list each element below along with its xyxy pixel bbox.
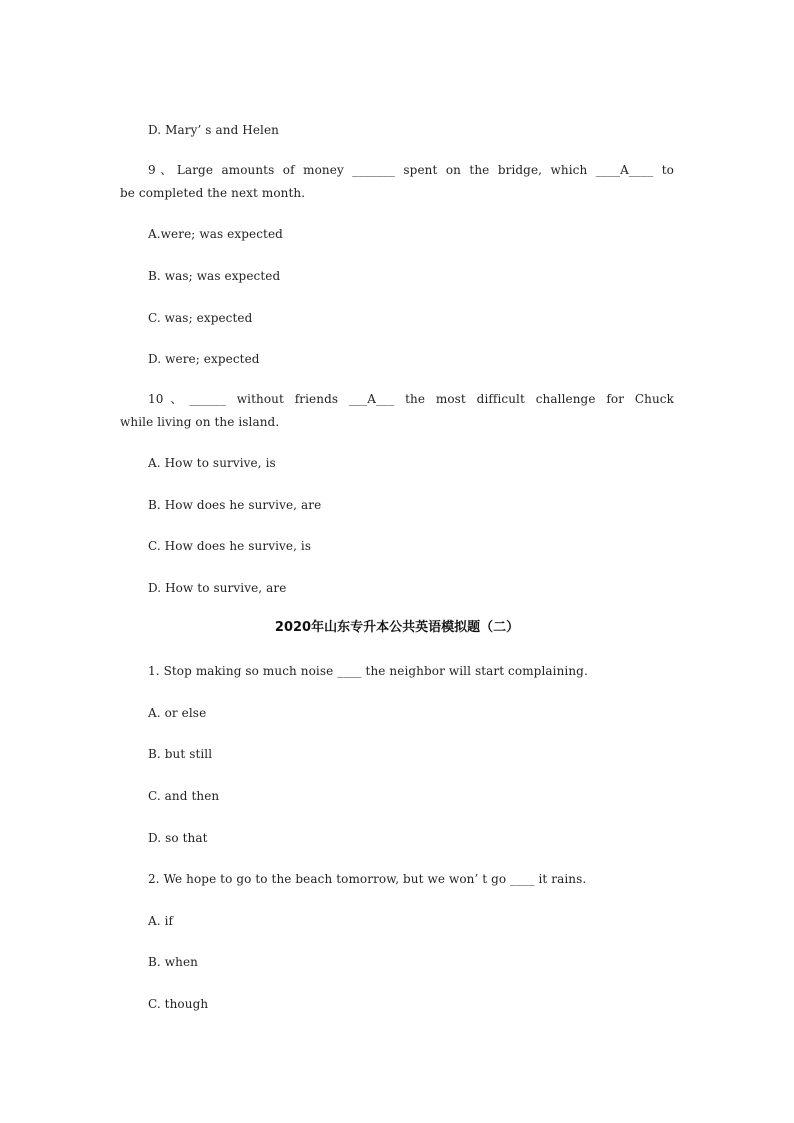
q9-option-d: D. were; expected [148,352,260,366]
q9-option-b: B. was; was expected [148,269,281,283]
q10-option-d: D. How to survive, are [148,581,287,595]
q9-option-c: C. was; expected [148,311,253,325]
s2-q2-stem: 2. We hope to go to the beach tomorrow, but we won’ t go ____ it rains. [148,872,587,886]
s2-q1-option-c: C. and then [148,789,220,803]
q9-option-a: A.were; was expected [148,227,283,241]
q10-stem-line2: while living on the island. [120,415,280,429]
s2-q2-option-a: A. if [148,914,174,928]
s2-q1-option-a: A. or else [148,706,207,720]
q8-option-d: D. Mary’ s and Helen [148,123,279,137]
s2-q1-option-d: D. so that [148,831,208,845]
q9-stem-line1: 9、Large amounts of money _______ spent on the bridge, which ____A____ to [148,163,674,177]
q10-option-c: C. How does he survive, is [148,539,312,553]
s2-q1-option-b: B. but still [148,747,213,761]
q10-option-a: A. How to survive, is [148,456,276,470]
q10-option-b: B. How does he survive, are [148,498,322,512]
s2-q2-option-c: C. though [148,997,209,1011]
q9-stem-line2: be completed the next month. [120,186,306,200]
s2-q2-option-b: B. when [148,955,198,969]
section-title: 2020年山东专升本公共英语模拟题（二） [274,620,520,635]
q10-stem-line1: 10、______ without friends ___A___ the most difficult challenge for Chuck [148,392,674,406]
s2-q1-stem: 1. Stop making so much noise ____ the neighbor will start complaining. [148,664,588,678]
